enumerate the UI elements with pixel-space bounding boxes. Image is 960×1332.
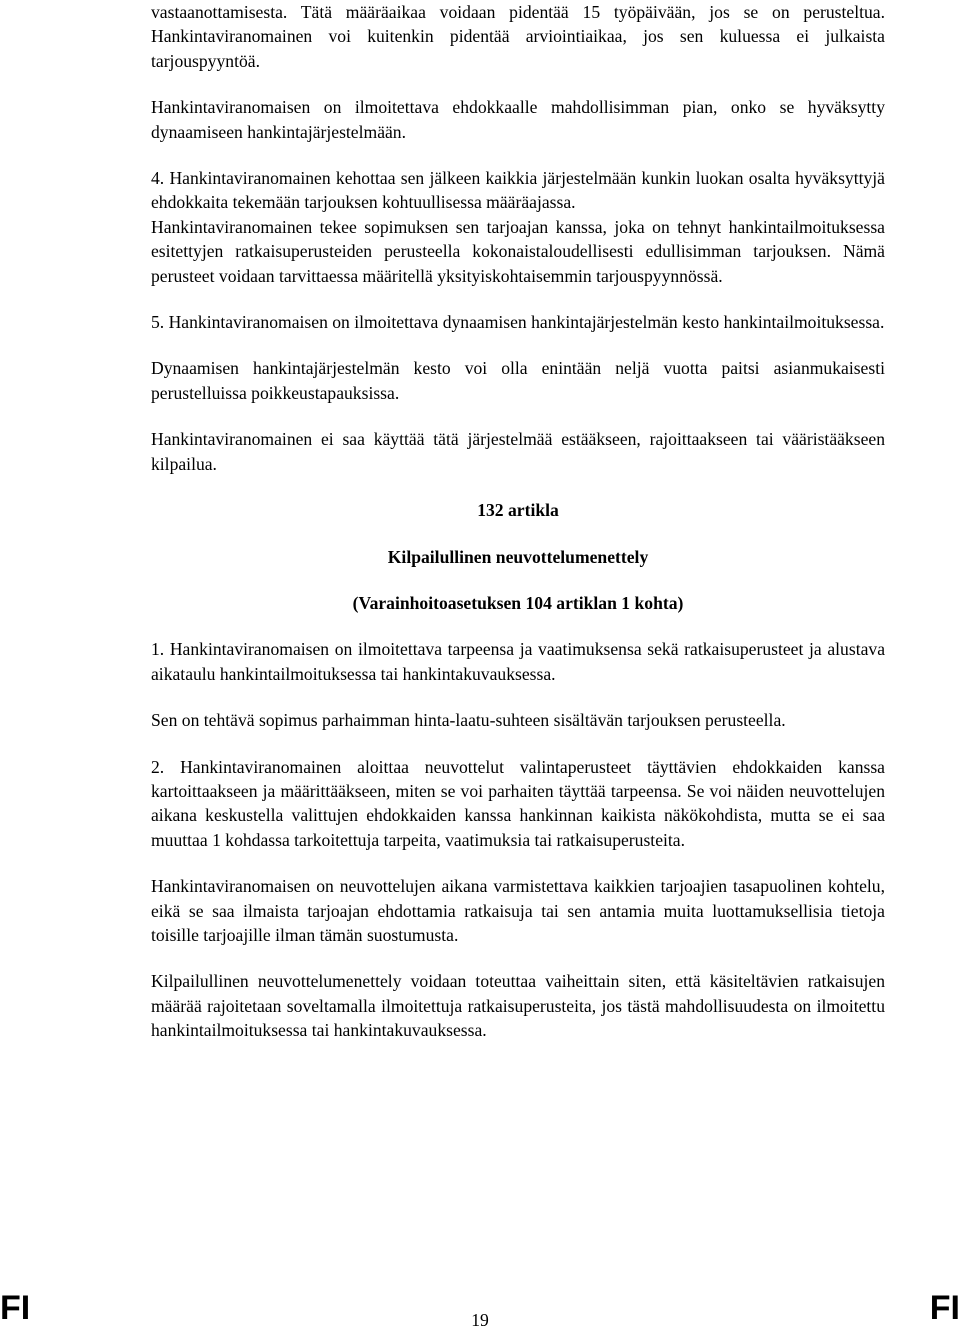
article-title: Kilpailullinen neuvottelumenettely (387, 546, 649, 567)
paragraph-text: Dynaamisen hankintajärjestelmän kesto voi olla enintään neljä vuotta paitsi asianmukaisesti perustelluissa poikkeustapauksissa. (151, 358, 885, 403)
paragraph-text: 1. Hankintaviranomaisen on ilmoitettava tarpeensa ja vaatimuksensa sekä ratkaisuperusteet ja alustava aikataulu hankintailmoituksessa tai hankintakuvauksessa. (151, 639, 885, 684)
paragraph-text: Kilpailullinen neuvottelumenettely voidaan toteuttaa vaiheittain siten, että käsiteltävien ratkaisujen määrää rajoitetaan soveltamalla ilmoitettuja ratkaisuperusteita, jos tästä mahdollisuudesta on ilmoitettu hankintailmoituksessa tai hankintakuvauksessa. (151, 971, 885, 1041)
paragraph-text: 2. Hankintaviranomainen aloittaa neuvottelut valintaperusteet täyttävien ehdokkaiden kanssa kartoittaakseen ja määrittääkseen, miten se voi parhaiten täyttää tarpeensa. Se voi näiden neuvottelujen aikana keskustella valittujen ehdokkaiden kanssa hankinnan kaikista näkökohdista, mutta se ei saa muuttaa 1 kohdassa tarkoitettuja tarpeita, vaatimuksia tai ratkaisuperusteita. (151, 756, 885, 850)
paragraph-text: Hankintaviranomaisen on neuvottelujen aikana varmistettava kaikkien tarjoajien tasapuolinen kohtelu, eikä se saa ilmaista tarjoajan ehdottamia ratkaisuja tai sen antamia muita luottamuksellisia tietoja toisille tarjoajille ilman tämän suostumusta. (151, 876, 885, 945)
paragraph-text: 4. Hankintaviranomainen kehottaa sen jälkeen kaikkia järjestelmään kunkin luokan osalta hyväksyttyjä ehdokkaita tekemään tarjouksen kohtuullisessa määräajassa. (151, 168, 885, 213)
paragraph-text: Hankintaviranomainen ei saa käyttää tätä järjestelmää estääkseen, rajoittaakseen tai vääristääkseen kilpailua. (151, 429, 885, 474)
page-number: 19 (471, 1310, 489, 1330)
paragraph-text: Sen on tehtävä sopimus parhaimman hinta-laatu-suhteen sisältävän tarjouksen perusteella. (151, 710, 786, 731)
footer-language-mark-left: FI (0, 1289, 31, 1327)
paragraph-text: Hankintaviranomainen tekee sopimuksen sen tarjoajan kanssa, joka on tehnyt hankintailmoituksessa esitettyjen ratkaisuperusteiden perusteella kokonaistaloudellisesti edullisimman tarjouksen. Nämä perusteet voidaan tarvittaessa määritellä yksityiskohtaisemmin tarjouspyynnössä. (151, 216, 885, 286)
paragraph-text: 5. Hankintaviranomaisen on ilmoitettava dynaamisen hankintajärjestelmän kesto hankintailmoituksessa. (151, 312, 885, 333)
paragraph-text: vastaanottamisesta. Tätä määräaikaa voidaan pidentää 15 työpäivään, jos se on perusteltua. Hankintaviranomainen voi kuitenkin pidentää arviointiaikaa, jos sen kuluessa ei julkaista tarjouspyyntöä. (151, 2, 885, 71)
paragraph-text: Hankintaviranomaisen on ilmoitettava ehdokkaalle mahdollisimman pian, onko se hyväksytty dynaamiseen hankintajärjestelmään. (151, 97, 885, 142)
article-number: 132 artikla (477, 500, 559, 521)
document-body (151, 0, 885, 1043)
article-reference: (Varainhoitoasetuksen 104 artiklan 1 kohta) (352, 592, 684, 613)
footer-language-mark-right: FI (929, 1289, 960, 1327)
